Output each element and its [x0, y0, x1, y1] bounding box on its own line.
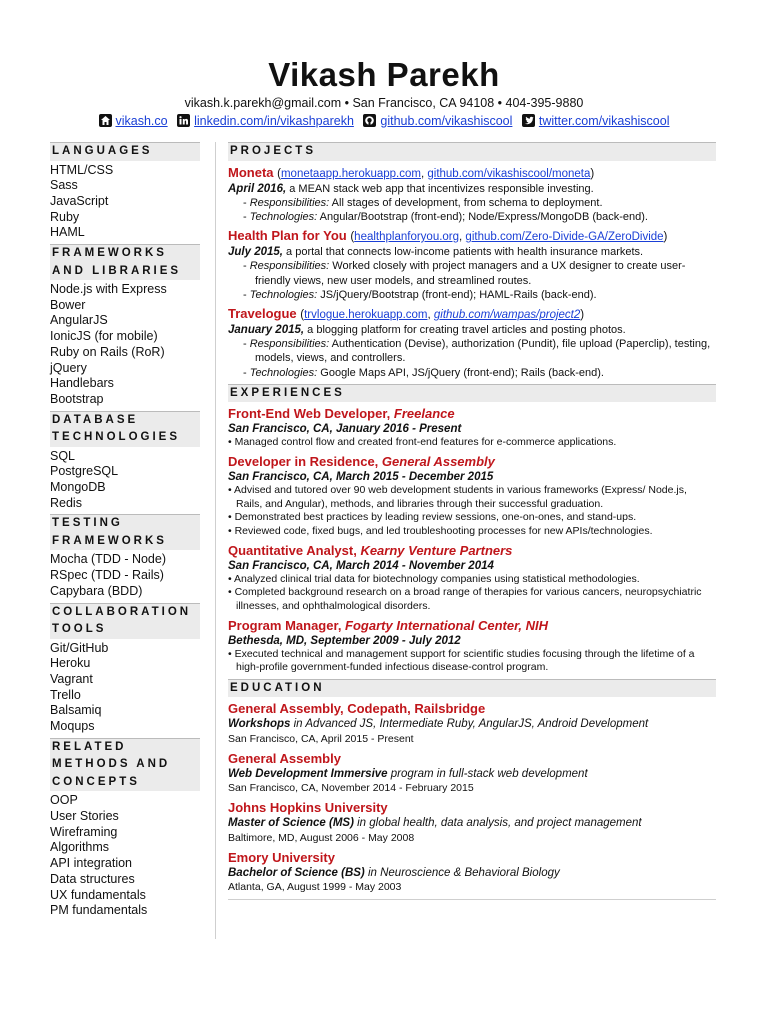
- job-bullet: • Completed background research on a broad range of therapies for various cancers, neuropsychiatric illnesses, and ophthalmological disorders.: [228, 586, 702, 612]
- job-bullet: • Executed technical and management support for scientific studies focusing through the lifetime of a high-profile government-funded infectious disease-control program.: [228, 647, 695, 674]
- value: JS/jQuery/Bootstrap (front-end); HAML-Rails (back-end).: [317, 288, 597, 301]
- job-meta: San Francisco, CA, March 2015 - December 2015: [228, 471, 494, 484]
- project-summary: a blogging platform for creating travel articles and posting photos.: [304, 323, 626, 336]
- list-item: SQL: [50, 448, 76, 463]
- github-icon: [363, 114, 376, 127]
- school-name: General Assembly, Codepath, Railsbridge: [228, 701, 486, 717]
- main-content: [228, 142, 716, 900]
- project-link[interactable]: healthplanforyou.org: [354, 231, 460, 244]
- list-item: PM fundamentals: [50, 903, 148, 918]
- testing-list: [50, 552, 200, 599]
- project-technologies: - Technologies: JS/jQuery/Bootstrap (front-end); HAML-Rails (back-end).: [243, 288, 597, 301]
- job-meta: Bethesda, MD, September 2009 - July 2012: [228, 634, 461, 647]
- link-twitter[interactable]: [522, 114, 670, 128]
- section-heading-collaboration: COLLABORATION TOOLS: [50, 603, 200, 639]
- languages-list: [50, 163, 200, 242]
- education-date: San Francisco, CA, April 2015 - Present: [228, 732, 414, 745]
- list-item: Trello: [50, 687, 81, 702]
- website-link[interactable]: vikash.co: [115, 114, 168, 128]
- project-moneta: [228, 165, 716, 225]
- link-linkedin[interactable]: [177, 114, 357, 128]
- project-title: Travelogue (trvlogue.herokuapp.com, github.com/wampas/project2): [228, 305, 585, 321]
- list-item: MongoDB: [50, 480, 106, 495]
- value: Worked closely with project managers and a UX designer to create user-friendly views, new user models, and streamlined routes.: [255, 260, 686, 287]
- list-item: Balsamiq: [50, 703, 102, 718]
- job-org: Freelance: [393, 406, 455, 422]
- school-name: General Assembly: [228, 750, 341, 766]
- list-item: jQuery: [50, 360, 87, 375]
- project-name: Health Plan for You: [228, 228, 347, 244]
- databases-list: [50, 449, 200, 512]
- collaboration-list: [50, 641, 200, 735]
- list-item: RSpec (TDD - Rails): [50, 568, 164, 583]
- project-travelogue: [228, 306, 716, 380]
- column-divider: [215, 142, 216, 939]
- list-item: Moqups: [50, 719, 95, 734]
- label: Technologies:: [249, 210, 318, 223]
- degree-detail: program in full-stack web development: [387, 767, 588, 780]
- github-link[interactable]: github.com/vikashiscool: [380, 114, 513, 128]
- project-title: Moneta (monetaapp.herokuapp.com, github.com/vikashiscool/moneta): [228, 164, 595, 180]
- link-website[interactable]: [99, 114, 172, 128]
- project-responsibilities: - Responsibilities: Worked closely with project managers and a UX designer to create user-friendly views, new user models, and streamlined routes.: [243, 260, 686, 287]
- project-technologies: - Technologies: Angular/Bootstrap (front-end); Node/Express/MongoDB (back-end).: [243, 210, 648, 223]
- job-title: [228, 454, 716, 470]
- section-heading-databases: DATABASE TECHNOLOGIES: [50, 411, 200, 447]
- project-link[interactable]: monetaapp.herokuapp.com: [280, 167, 421, 180]
- list-item: API integration: [50, 856, 132, 871]
- twitter-icon: [522, 114, 535, 127]
- degree-line: [228, 816, 716, 830]
- list-item: Wireframing: [50, 824, 118, 839]
- list-item: AngularJS: [50, 313, 108, 328]
- education-item: [228, 751, 716, 795]
- project-description: [228, 323, 716, 337]
- list-item: Bootstrap: [50, 391, 104, 406]
- job-role: Quantitative Analyst,: [228, 542, 361, 558]
- experience-item: [228, 543, 716, 614]
- link-github[interactable]: [363, 114, 516, 128]
- project-repo-link[interactable]: github.com/Zero-Divide-GA/ZeroDivide: [465, 231, 664, 244]
- list-item: JavaScript: [50, 193, 109, 208]
- experience-item: [228, 454, 716, 539]
- list-item: Git/GitHub: [50, 640, 109, 655]
- home-icon: [99, 114, 112, 127]
- job-bullet: • Advised and tutored over 90 web development students in various frameworks (Express/ Node.js, Rails, and Angular), methods, and libraries through their successful graduation.: [228, 484, 687, 510]
- degree-line: [228, 866, 716, 880]
- education-item: [228, 701, 716, 745]
- degree-name: Master of Science (MS): [228, 817, 354, 830]
- project-technologies: - Technologies: Google Maps API, JS/jQuery (front-end); Rails (back-end).: [243, 366, 604, 379]
- project-responsibilities: - Responsibilities: All stages of development, from schema to deployment.: [243, 196, 603, 209]
- list-item: HAML: [50, 225, 85, 240]
- list-item: Capybara (BDD): [50, 583, 143, 598]
- project-description: [228, 182, 716, 196]
- section-heading-experiences: EXPERIENCES: [228, 384, 716, 403]
- education-item: [228, 850, 716, 894]
- education-date: Baltimore, MD, August 2006 - May 2008: [228, 831, 415, 844]
- list-item: Redis: [50, 495, 82, 510]
- value: Angular/Bootstrap (front-end); Node/Express/MongoDB (back-end).: [317, 210, 648, 223]
- job-org: Fogarty International Center, NIH: [345, 617, 549, 633]
- twitter-link[interactable]: twitter.com/vikashiscool: [538, 114, 670, 128]
- list-item: User Stories: [50, 808, 119, 823]
- experience-item: [228, 406, 716, 450]
- job-role: Developer in Residence,: [228, 454, 382, 470]
- job-org: Kearny Venture Partners: [360, 542, 513, 558]
- degree-name: Web Development Immersive: [228, 767, 388, 780]
- job-bullet: • Analyzed clinical trial data for biotechnology companies using statistical methodologies.: [228, 572, 640, 585]
- degree-line: [228, 767, 716, 781]
- label: Technologies:: [249, 366, 318, 379]
- job-title: [228, 406, 716, 422]
- value: Google Maps API, JS/jQuery (front-end); Rails (back-end).: [317, 366, 604, 379]
- school-name: Emory University: [228, 849, 335, 865]
- label: Responsibilities:: [249, 196, 330, 209]
- education-date: Atlanta, GA, August 1999 - May 2003: [228, 880, 402, 893]
- frameworks-list: [50, 282, 200, 408]
- list-item: Vagrant: [50, 671, 93, 686]
- list-item: OOP: [50, 793, 78, 808]
- degree-name: Bachelor of Science (BS): [228, 866, 365, 879]
- degree-detail: in Advanced JS, Intermediate Ruby, AngularJS, Android Development: [290, 718, 649, 731]
- experience-item: [228, 618, 716, 675]
- education-date: San Francisco, CA, November 2014 - February 2015: [228, 782, 474, 795]
- project-repo-link[interactable]: github.com/wampas/project2: [433, 308, 581, 321]
- job-title: [228, 543, 716, 559]
- section-heading-related: RELATED METHODS AND CONCEPTS: [50, 738, 200, 792]
- project-repo-link[interactable]: github.com/vikashiscool/moneta: [427, 167, 591, 180]
- list-item: Mocha (TDD - Node): [50, 552, 166, 567]
- degree-detail: in global health, data analysis, and project management: [353, 817, 642, 830]
- project-health-plan: [228, 228, 716, 302]
- project-date: April 2016,: [228, 182, 287, 195]
- section-heading-projects: PROJECTS: [228, 142, 716, 161]
- project-link[interactable]: trvlogue.herokuapp.com: [304, 308, 428, 321]
- project-name: Moneta: [228, 164, 274, 180]
- sidebar: [50, 142, 200, 922]
- job-role: Front-End Web Developer,: [228, 406, 394, 422]
- project-description: [228, 245, 716, 259]
- job-bullet: • Reviewed code, fixed bugs, and led troubleshooting processes for new APIs/technologies.: [228, 525, 653, 538]
- list-item: Data structures: [50, 871, 135, 886]
- degree-name: Workshops: [228, 718, 291, 731]
- job-bullet: • Demonstrated best practices by leading review sessions, one-on-ones, and stand-ups.: [228, 511, 637, 524]
- list-item: IonicJS (for mobile): [50, 329, 158, 344]
- job-org: General Assembly: [381, 454, 495, 470]
- project-date: January 2015,: [228, 323, 305, 336]
- job-title: [228, 618, 716, 634]
- list-item: Heroku: [50, 656, 91, 671]
- value: Authentication (Devise), authorization (Pundit), file upload (Paperclip), testing, models, views, and controllers.: [255, 338, 711, 365]
- degree-line: [228, 717, 716, 731]
- job-bullet: • Managed control flow and created front-end features for e-commerce applications.: [228, 436, 617, 449]
- page-title: Vikash Parekh: [268, 56, 500, 93]
- project-date: July 2015,: [228, 246, 283, 259]
- label: Responsibilities:: [249, 338, 330, 351]
- label: Technologies:: [249, 288, 318, 301]
- list-item: Handlebars: [50, 376, 114, 391]
- list-item: Node.js with Express: [50, 282, 167, 297]
- section-heading-frameworks: FRAMEWORKS AND LIBRARIES: [50, 244, 200, 280]
- section-heading-testing: TESTING FRAMEWORKS: [50, 514, 200, 550]
- list-item: UX fundamentals: [50, 887, 146, 902]
- job-meta: San Francisco, CA, January 2016 - Present: [228, 423, 462, 436]
- label: Responsibilities:: [249, 260, 330, 273]
- project-summary: a MEAN stack web app that incentivizes responsible investing.: [286, 182, 594, 195]
- contact-line: vikash.k.parekh@gmail.com • San Francisco, CA 94108 • 404-395-9880: [184, 96, 584, 110]
- project-summary: a portal that connects low-income patients with health insurance markets.: [282, 246, 644, 259]
- related-list: [50, 793, 200, 919]
- bottom-divider: [228, 899, 716, 900]
- section-heading-languages: LANGUAGES: [50, 142, 200, 161]
- job-role: Program Manager,: [228, 617, 346, 633]
- list-item: Algorithms: [50, 840, 110, 855]
- links-row: [0, 114, 768, 128]
- list-item: Ruby: [50, 209, 80, 224]
- value: All stages of development, from schema to deployment.: [329, 196, 603, 209]
- section-heading-education: EDUCATION: [228, 679, 716, 698]
- project-title: Health Plan for You (healthplanforyou.org, github.com/Zero-Divide-GA/ZeroDivide): [228, 228, 668, 244]
- list-item: Bower: [50, 297, 86, 312]
- project-name: Travelogue: [228, 305, 297, 321]
- linkedin-icon: [177, 114, 190, 127]
- list-item: HTML/CSS: [50, 162, 114, 177]
- list-item: PostgreSQL: [50, 464, 119, 479]
- education-item: [228, 800, 716, 844]
- degree-detail: in Neuroscience & Behavioral Biology: [364, 866, 560, 879]
- school-name: Johns Hopkins University: [228, 800, 388, 816]
- project-responsibilities: - Responsibilities: Authentication (Devise), authorization (Pundit), file upload (Paperclip), testing, models, views, and controllers.: [243, 338, 711, 365]
- list-item: Ruby on Rails (RoR): [50, 344, 165, 359]
- linkedin-link[interactable]: linkedin.com/in/vikashparekh: [194, 114, 354, 128]
- list-item: Sass: [50, 178, 78, 193]
- job-meta: San Francisco, CA, March 2014 - November 2014: [228, 559, 494, 572]
